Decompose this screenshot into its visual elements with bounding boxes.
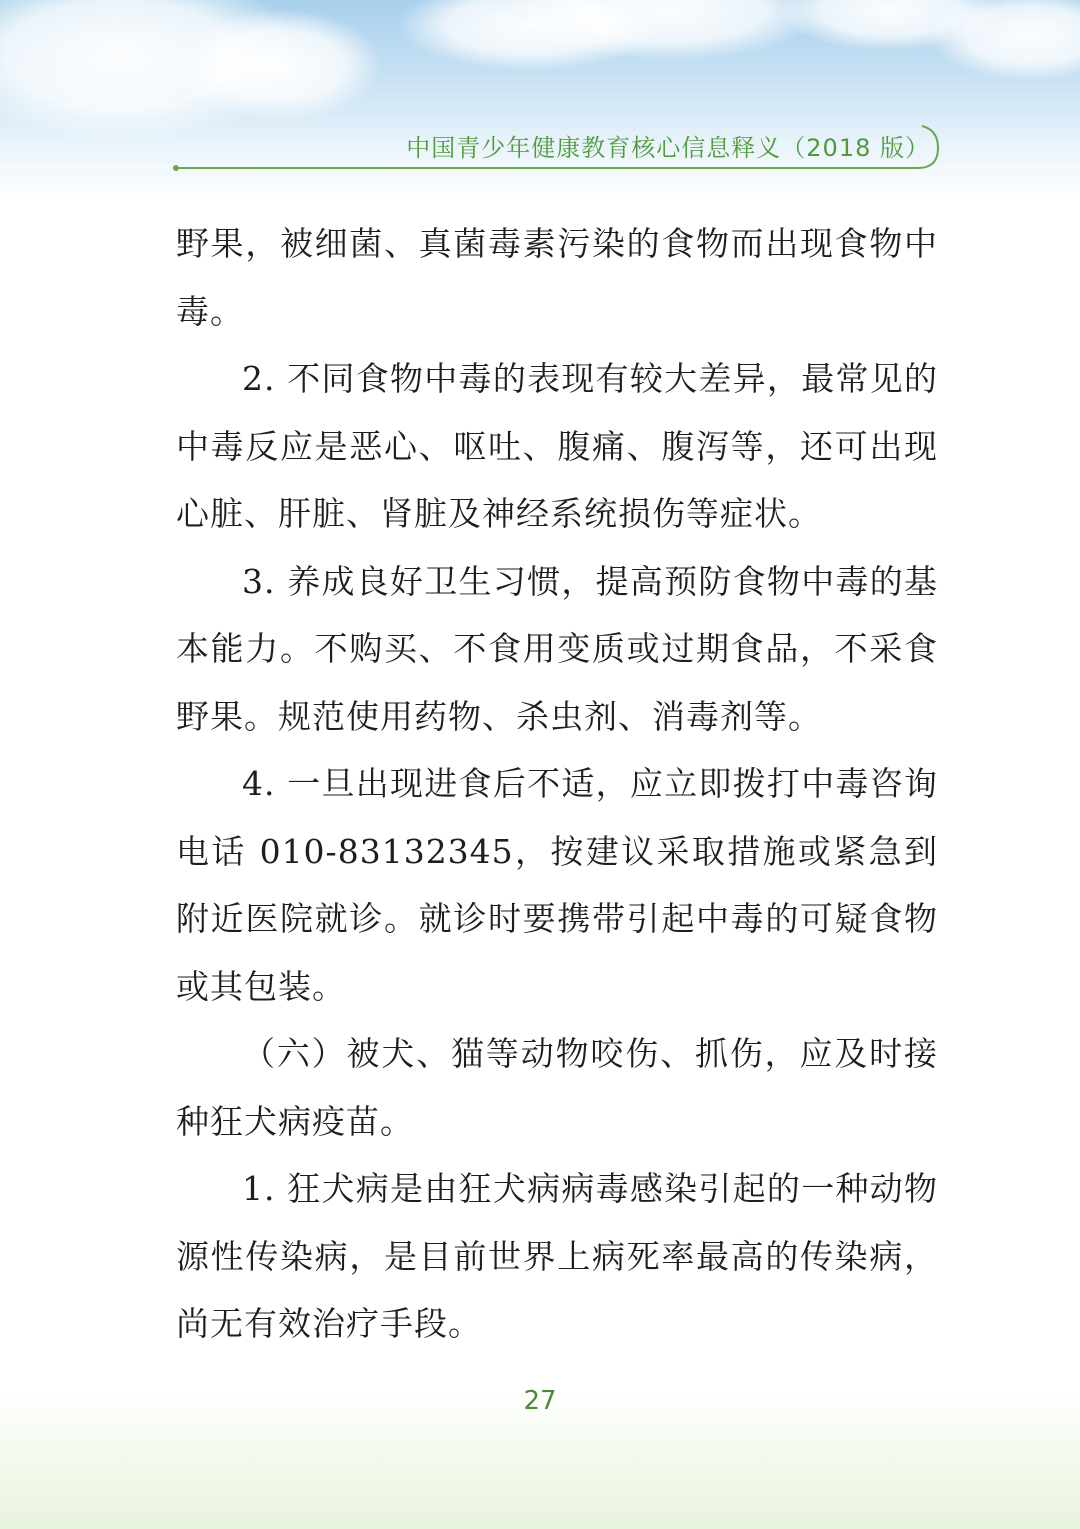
- paragraph: 1. 狂犬病是由狂犬病病毒感染引起的一种动物源性传染病，是目前世界上病死率最高的传染病，尚无有效治疗手段。: [176, 1169, 938, 1343]
- paragraph: 2. 不同食物中毒的表现有较大差异，最常见的中毒反应是恶心、呕吐、腹痛、腹泻等，还可出现心脏、肝脏、肾脏及神经系统损伤等症状。: [176, 359, 938, 533]
- paragraph: 3. 养成良好卫生习惯，提高预防食物中毒的基本能力。不购买、不食用变质或过期食品，不采食野果。规范使用药物、杀虫剂、消毒剂等。: [176, 561, 938, 736]
- header-rule: [0, 0, 1080, 200]
- header-title: 中国青少年健康教育核心信息释义（2018 版）: [406, 134, 930, 162]
- section-heading: （六）被犬、猫等动物咬伤、抓伤，应及时接种狂犬病疫苗。: [176, 1034, 938, 1141]
- paragraph: 野果，被细菌、真菌毒素污染的食物而出现食物中毒。: [176, 224, 938, 331]
- body-text: [176, 210, 938, 1358]
- page-number: 27: [523, 1386, 557, 1416]
- paragraph: 4. 一旦出现进食后不适，应立即拨打中毒咨询电话 010-83132345，按建议采取措施或紧急到附近医院就诊。就诊时要携带引起中毒的可疑食物或其包装。: [176, 764, 938, 1006]
